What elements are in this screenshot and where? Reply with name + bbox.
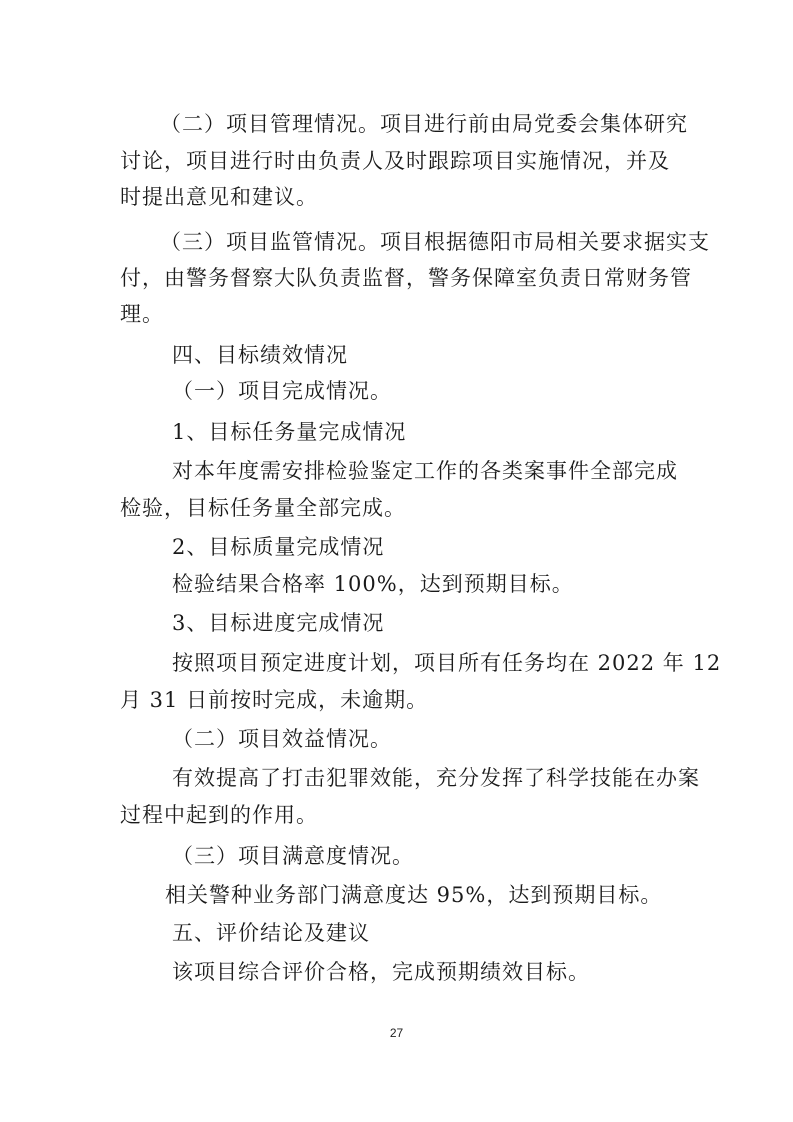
paragraph-line: 时提出意见和建议。 bbox=[120, 185, 318, 209]
subsection-heading: （二）项目效益情况。 bbox=[172, 727, 392, 751]
paragraph-line: 讨论，项目进行时由负责人及时跟踪项目实施情况，并及 bbox=[120, 149, 670, 173]
paragraph-line: 检验，目标任务量全部完成。 bbox=[120, 496, 406, 520]
paragraph-line: 有效提高了打击犯罪效能，充分发挥了科学技能在办案 bbox=[172, 766, 700, 790]
section-heading: 四、目标绩效情况 bbox=[172, 343, 348, 367]
paragraph-line: 按照项目预定进度计划，项目所有任务均在 2022 年 12 bbox=[172, 651, 722, 675]
paragraph-line: （二）项目管理情况。项目进行前由局党委会集体研究 bbox=[160, 112, 688, 136]
item-heading: 2、目标质量完成情况 bbox=[172, 535, 385, 559]
paragraph-line: 对本年度需安排检验鉴定工作的各类案事件全部完成 bbox=[172, 459, 678, 483]
subsection-heading: （一）项目完成情况。 bbox=[172, 379, 392, 403]
paragraph-line: 理。 bbox=[120, 302, 164, 326]
paragraph-line: （三）项目监管情况。项目根据德阳市局相关要求据实支 bbox=[160, 230, 710, 254]
paragraph-line: 过程中起到的作用。 bbox=[120, 803, 318, 827]
paragraph-line: 该项目综合评价合格，完成预期绩效目标。 bbox=[172, 960, 590, 984]
subsection-heading: （三）项目满意度情况。 bbox=[172, 844, 414, 868]
paragraph-line: 月 31 日前按时完成，未逾期。 bbox=[120, 688, 429, 712]
page-number: 27 bbox=[389, 1026, 404, 1040]
paragraph-line: 检验结果合格率 100%，达到预期目标。 bbox=[172, 572, 574, 596]
paragraph-line: 付，由警务督察大队负责监督，警务保障室负责日常财务管 bbox=[120, 266, 692, 290]
section-heading: 五、评价结论及建议 bbox=[172, 921, 370, 945]
paragraph-line: 相关警种业务部门满意度达 95%，达到预期目标。 bbox=[165, 883, 663, 907]
item-heading: 1、目标任务量完成情况 bbox=[172, 420, 407, 444]
item-heading: 3、目标进度完成情况 bbox=[172, 611, 385, 635]
